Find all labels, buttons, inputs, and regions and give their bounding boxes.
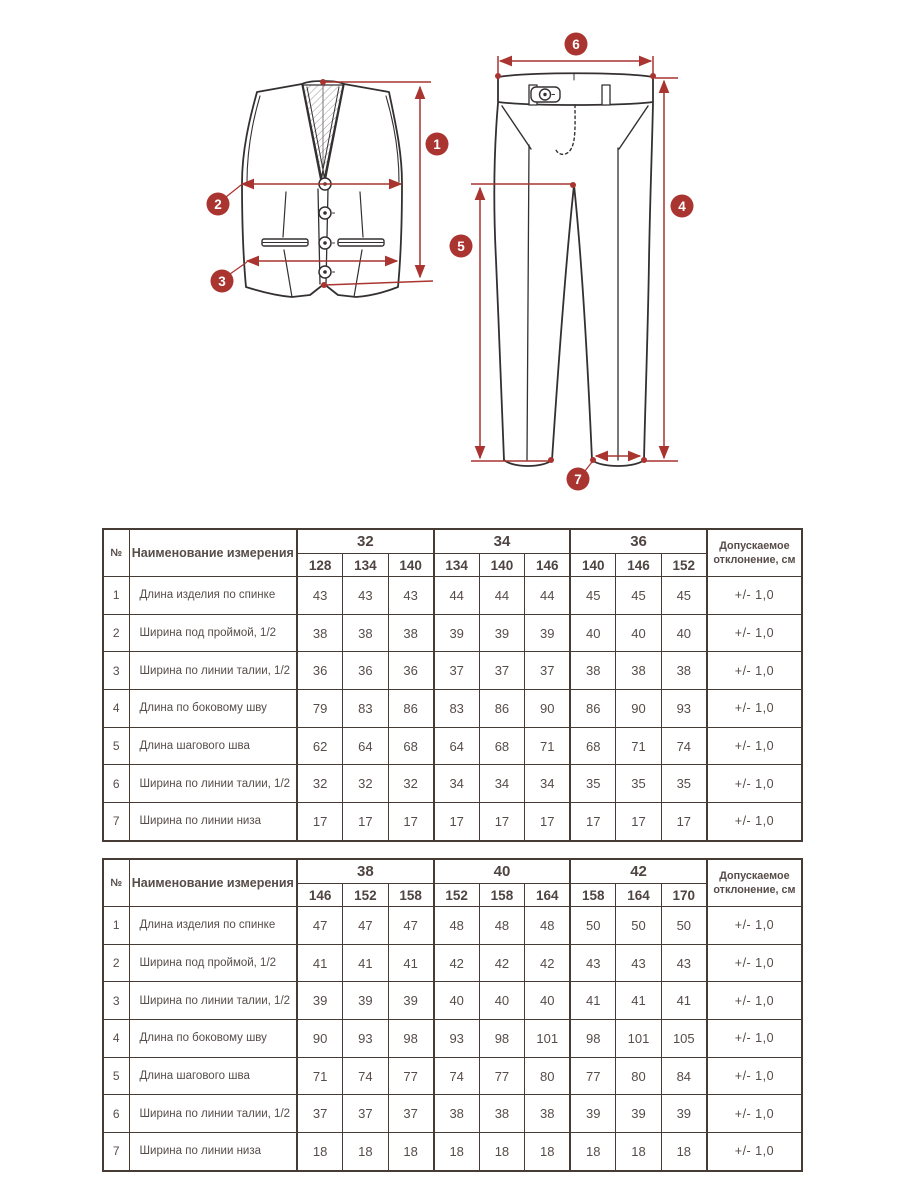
height-header: 128 [297, 554, 343, 577]
table-row [103, 803, 802, 841]
size-group-header: 38 [297, 859, 434, 884]
value-cell: 35 [616, 765, 662, 803]
value-cell: 17 [297, 803, 343, 841]
value-cell: 41 [388, 944, 434, 982]
row-number-cell: 1 [103, 577, 129, 615]
marker-5 [450, 235, 473, 258]
tolerance-cell: +/- 1,0 [707, 577, 802, 615]
value-cell: 77 [570, 1057, 616, 1095]
value-cell: 34 [479, 765, 525, 803]
value-cell: 36 [388, 652, 434, 690]
value-cell: 39 [616, 1095, 662, 1133]
svg-text:1: 1 [433, 136, 441, 152]
height-header: 140 [570, 554, 616, 577]
height-header: 140 [479, 554, 525, 577]
table-row [103, 944, 802, 982]
table-row [103, 577, 802, 615]
height-header: 152 [343, 884, 389, 907]
value-cell: 68 [479, 727, 525, 765]
measurement-name-cell: Ширина под проймой, 1/2 [129, 614, 297, 652]
measurement-name-cell: Ширина по линии низа [129, 1133, 297, 1171]
tolerance-cell: +/- 1,0 [707, 1057, 802, 1095]
value-cell: 74 [434, 1057, 480, 1095]
value-cell: 48 [525, 907, 571, 945]
value-cell: 38 [616, 652, 662, 690]
table-row [103, 614, 802, 652]
value-cell: 32 [343, 765, 389, 803]
tolerance-cell: +/- 1,0 [707, 1020, 802, 1058]
value-cell: 17 [525, 803, 571, 841]
value-cell: 18 [525, 1133, 571, 1171]
table-row [103, 1133, 802, 1171]
value-cell: 83 [343, 690, 389, 728]
value-cell: 40 [661, 614, 707, 652]
value-cell: 48 [434, 907, 480, 945]
value-cell: 37 [297, 1095, 343, 1133]
measurement-name-cell: Ширина по линии талии, 1/2 [129, 982, 297, 1020]
value-cell: 40 [434, 982, 480, 1020]
value-cell: 39 [479, 614, 525, 652]
value-cell: 93 [434, 1020, 480, 1058]
value-cell: 101 [616, 1020, 662, 1058]
value-cell: 105 [661, 1020, 707, 1058]
tolerance-cell: +/- 1,0 [707, 614, 802, 652]
value-cell: 38 [343, 614, 389, 652]
value-cell: 80 [525, 1057, 571, 1095]
tolerance-cell: +/- 1,0 [707, 944, 802, 982]
height-header: 170 [661, 884, 707, 907]
marker-6 [565, 33, 588, 56]
table-row [103, 727, 802, 765]
value-cell: 98 [479, 1020, 525, 1058]
svg-text:2: 2 [214, 196, 222, 212]
value-cell: 17 [616, 803, 662, 841]
measurement-name-cell: Длина шагового шва [129, 1057, 297, 1095]
fly-stitch-line [556, 105, 575, 154]
value-cell: 64 [434, 727, 480, 765]
value-cell: 40 [525, 982, 571, 1020]
value-cell: 32 [388, 765, 434, 803]
value-cell: 86 [388, 690, 434, 728]
measurement-name-cell: Длина по боковому шву [129, 690, 297, 728]
value-cell: 50 [570, 907, 616, 945]
value-cell: 34 [434, 765, 480, 803]
row-number-cell: 5 [103, 1057, 129, 1095]
col-header-number: № [103, 859, 129, 907]
tolerance-cell: +/- 1,0 [707, 690, 802, 728]
tolerance-cell: +/- 1,0 [707, 1095, 802, 1133]
size-table-38-42 [102, 858, 803, 1172]
value-cell: 71 [525, 727, 571, 765]
size-group-header: 36 [570, 529, 707, 554]
value-cell: 38 [661, 652, 707, 690]
value-cell: 62 [297, 727, 343, 765]
value-cell: 42 [434, 944, 480, 982]
value-cell: 40 [479, 982, 525, 1020]
value-cell: 80 [616, 1057, 662, 1095]
value-cell: 18 [388, 1133, 434, 1171]
col-header-number: № [103, 529, 129, 577]
value-cell: 47 [343, 907, 389, 945]
value-cell: 45 [570, 577, 616, 615]
row-number-cell: 4 [103, 690, 129, 728]
value-cell: 47 [388, 907, 434, 945]
measurement-name-cell: Ширина под проймой, 1/2 [129, 944, 297, 982]
value-cell: 39 [297, 982, 343, 1020]
row-number-cell: 7 [103, 1133, 129, 1171]
value-cell: 98 [570, 1020, 616, 1058]
value-cell: 43 [616, 944, 662, 982]
height-header: 146 [297, 884, 343, 907]
value-cell: 18 [570, 1133, 616, 1171]
value-cell: 42 [479, 944, 525, 982]
value-cell: 101 [525, 1020, 571, 1058]
height-header: 140 [388, 554, 434, 577]
col-header-tolerance: Допускаемое отклонение, см [707, 859, 802, 907]
height-header: 164 [616, 884, 662, 907]
height-header: 158 [479, 884, 525, 907]
height-header: 146 [525, 554, 571, 577]
tolerance-cell: +/- 1,0 [707, 727, 802, 765]
svg-text:7: 7 [574, 471, 582, 487]
value-cell: 36 [343, 652, 389, 690]
table-row [103, 1095, 802, 1133]
value-cell: 17 [343, 803, 389, 841]
value-cell: 18 [297, 1133, 343, 1171]
tolerance-cell: +/- 1,0 [707, 907, 802, 945]
value-cell: 38 [570, 652, 616, 690]
col-header-tolerance: Допускаемое отклонение, см [707, 529, 802, 577]
value-cell: 38 [297, 614, 343, 652]
height-header: 146 [616, 554, 662, 577]
row-number-cell: 2 [103, 944, 129, 982]
tolerance-cell: +/- 1,0 [707, 803, 802, 841]
marker-3 [211, 270, 234, 293]
vest-pocket-right [338, 239, 384, 246]
value-cell: 39 [434, 614, 480, 652]
value-cell: 18 [343, 1133, 389, 1171]
value-cell: 74 [661, 727, 707, 765]
value-cell: 41 [297, 944, 343, 982]
value-cell: 34 [525, 765, 571, 803]
trousers-drawing [494, 73, 653, 466]
marker-1 [426, 133, 449, 156]
value-cell: 43 [661, 944, 707, 982]
value-cell: 86 [570, 690, 616, 728]
row-number-cell: 5 [103, 727, 129, 765]
value-cell: 37 [525, 652, 571, 690]
height-header: 158 [388, 884, 434, 907]
value-cell: 77 [388, 1057, 434, 1095]
value-cell: 50 [661, 907, 707, 945]
measurement-name-cell: Ширина по линии талии, 1/2 [129, 652, 297, 690]
height-header: 152 [661, 554, 707, 577]
value-cell: 77 [479, 1057, 525, 1095]
value-cell: 41 [661, 982, 707, 1020]
value-cell: 40 [570, 614, 616, 652]
value-cell: 98 [388, 1020, 434, 1058]
marker-4 [671, 195, 694, 218]
measurement-name-cell: Длина изделия по спинке [129, 577, 297, 615]
height-header: 134 [343, 554, 389, 577]
value-cell: 44 [479, 577, 525, 615]
value-cell: 50 [616, 907, 662, 945]
value-cell: 41 [616, 982, 662, 1020]
value-cell: 68 [570, 727, 616, 765]
size-table-32-36 [102, 528, 803, 842]
col-header-name: Наименование измерения [129, 859, 297, 907]
value-cell: 41 [343, 944, 389, 982]
value-cell: 36 [297, 652, 343, 690]
height-header: 134 [434, 554, 480, 577]
value-cell: 38 [479, 1095, 525, 1133]
table-row [103, 907, 802, 945]
value-cell: 79 [297, 690, 343, 728]
garment-diagram-svg [0, 0, 900, 520]
height-header: 164 [525, 884, 571, 907]
measurement-name-cell: Ширина по линии талии, 1/2 [129, 1095, 297, 1133]
value-cell: 48 [479, 907, 525, 945]
value-cell: 18 [661, 1133, 707, 1171]
value-cell: 35 [661, 765, 707, 803]
value-cell: 39 [661, 1095, 707, 1133]
marker-7 [567, 468, 590, 491]
value-cell: 39 [343, 982, 389, 1020]
tolerance-cell: +/- 1,0 [707, 765, 802, 803]
value-cell: 32 [297, 765, 343, 803]
value-cell: 35 [570, 765, 616, 803]
measurement-name-cell: Длина изделия по спинке [129, 907, 297, 945]
value-cell: 83 [434, 690, 480, 728]
value-cell: 71 [297, 1057, 343, 1095]
value-cell: 43 [297, 577, 343, 615]
value-cell: 39 [388, 982, 434, 1020]
table-row [103, 1057, 802, 1095]
value-cell: 90 [525, 690, 571, 728]
row-number-cell: 2 [103, 614, 129, 652]
value-cell: 68 [388, 727, 434, 765]
value-cell: 43 [388, 577, 434, 615]
belt-loop-right [602, 85, 610, 105]
tolerance-cell: +/- 1,0 [707, 652, 802, 690]
size-group-header: 32 [297, 529, 434, 554]
value-cell: 17 [570, 803, 616, 841]
value-cell: 43 [343, 577, 389, 615]
size-group-header: 34 [434, 529, 571, 554]
value-cell: 38 [434, 1095, 480, 1133]
measurement-name-cell: Ширина по линии талии, 1/2 [129, 765, 297, 803]
value-cell: 38 [388, 614, 434, 652]
row-number-cell: 3 [103, 652, 129, 690]
value-cell: 18 [434, 1133, 480, 1171]
waistband-button [531, 87, 560, 102]
value-cell: 39 [570, 1095, 616, 1133]
value-cell: 93 [343, 1020, 389, 1058]
measurement-name-cell: Ширина по линии низа [129, 803, 297, 841]
table-row [103, 652, 802, 690]
value-cell: 41 [570, 982, 616, 1020]
table-row [103, 1020, 802, 1058]
height-header: 158 [570, 884, 616, 907]
value-cell: 93 [661, 690, 707, 728]
value-cell: 37 [434, 652, 480, 690]
value-cell: 37 [388, 1095, 434, 1133]
value-cell: 18 [479, 1133, 525, 1171]
row-number-cell: 3 [103, 982, 129, 1020]
value-cell: 37 [479, 652, 525, 690]
value-cell: 40 [616, 614, 662, 652]
value-cell: 44 [434, 577, 480, 615]
value-cell: 71 [616, 727, 662, 765]
svg-text:3: 3 [218, 273, 226, 289]
value-cell: 84 [661, 1057, 707, 1095]
value-cell: 86 [479, 690, 525, 728]
size-group-header: 40 [434, 859, 571, 884]
svg-text:5: 5 [457, 238, 465, 254]
value-cell: 90 [297, 1020, 343, 1058]
svg-text:4: 4 [678, 198, 686, 214]
table-row [103, 765, 802, 803]
measurement-name-cell: Длина шагового шва [129, 727, 297, 765]
row-number-cell: 6 [103, 765, 129, 803]
size-group-header: 42 [570, 859, 707, 884]
tolerance-cell: +/- 1,0 [707, 1133, 802, 1171]
value-cell: 17 [434, 803, 480, 841]
value-cell: 37 [343, 1095, 389, 1133]
value-cell: 42 [525, 944, 571, 982]
row-number-cell: 7 [103, 803, 129, 841]
tolerance-cell: +/- 1,0 [707, 982, 802, 1020]
table-row [103, 690, 802, 728]
svg-text:6: 6 [572, 36, 580, 52]
value-cell: 17 [661, 803, 707, 841]
value-cell: 44 [525, 577, 571, 615]
table-row [103, 982, 802, 1020]
value-cell: 64 [343, 727, 389, 765]
value-cell: 45 [661, 577, 707, 615]
value-cell: 43 [570, 944, 616, 982]
value-cell: 74 [343, 1057, 389, 1095]
value-cell: 47 [297, 907, 343, 945]
value-cell: 39 [525, 614, 571, 652]
row-number-cell: 1 [103, 907, 129, 945]
value-cell: 45 [616, 577, 662, 615]
vest-drawing [242, 81, 402, 297]
row-number-cell: 4 [103, 1020, 129, 1058]
value-cell: 17 [388, 803, 434, 841]
height-header: 152 [434, 884, 480, 907]
row-number-cell: 6 [103, 1095, 129, 1133]
measurement-name-cell: Длина по боковому шву [129, 1020, 297, 1058]
measurement-diagram [0, 0, 900, 520]
col-header-name: Наименование измерения [129, 529, 297, 577]
value-cell: 38 [525, 1095, 571, 1133]
value-cell: 18 [616, 1133, 662, 1171]
value-cell: 90 [616, 690, 662, 728]
marker-2 [207, 193, 230, 216]
value-cell: 17 [479, 803, 525, 841]
vest-pocket-left [262, 239, 308, 246]
